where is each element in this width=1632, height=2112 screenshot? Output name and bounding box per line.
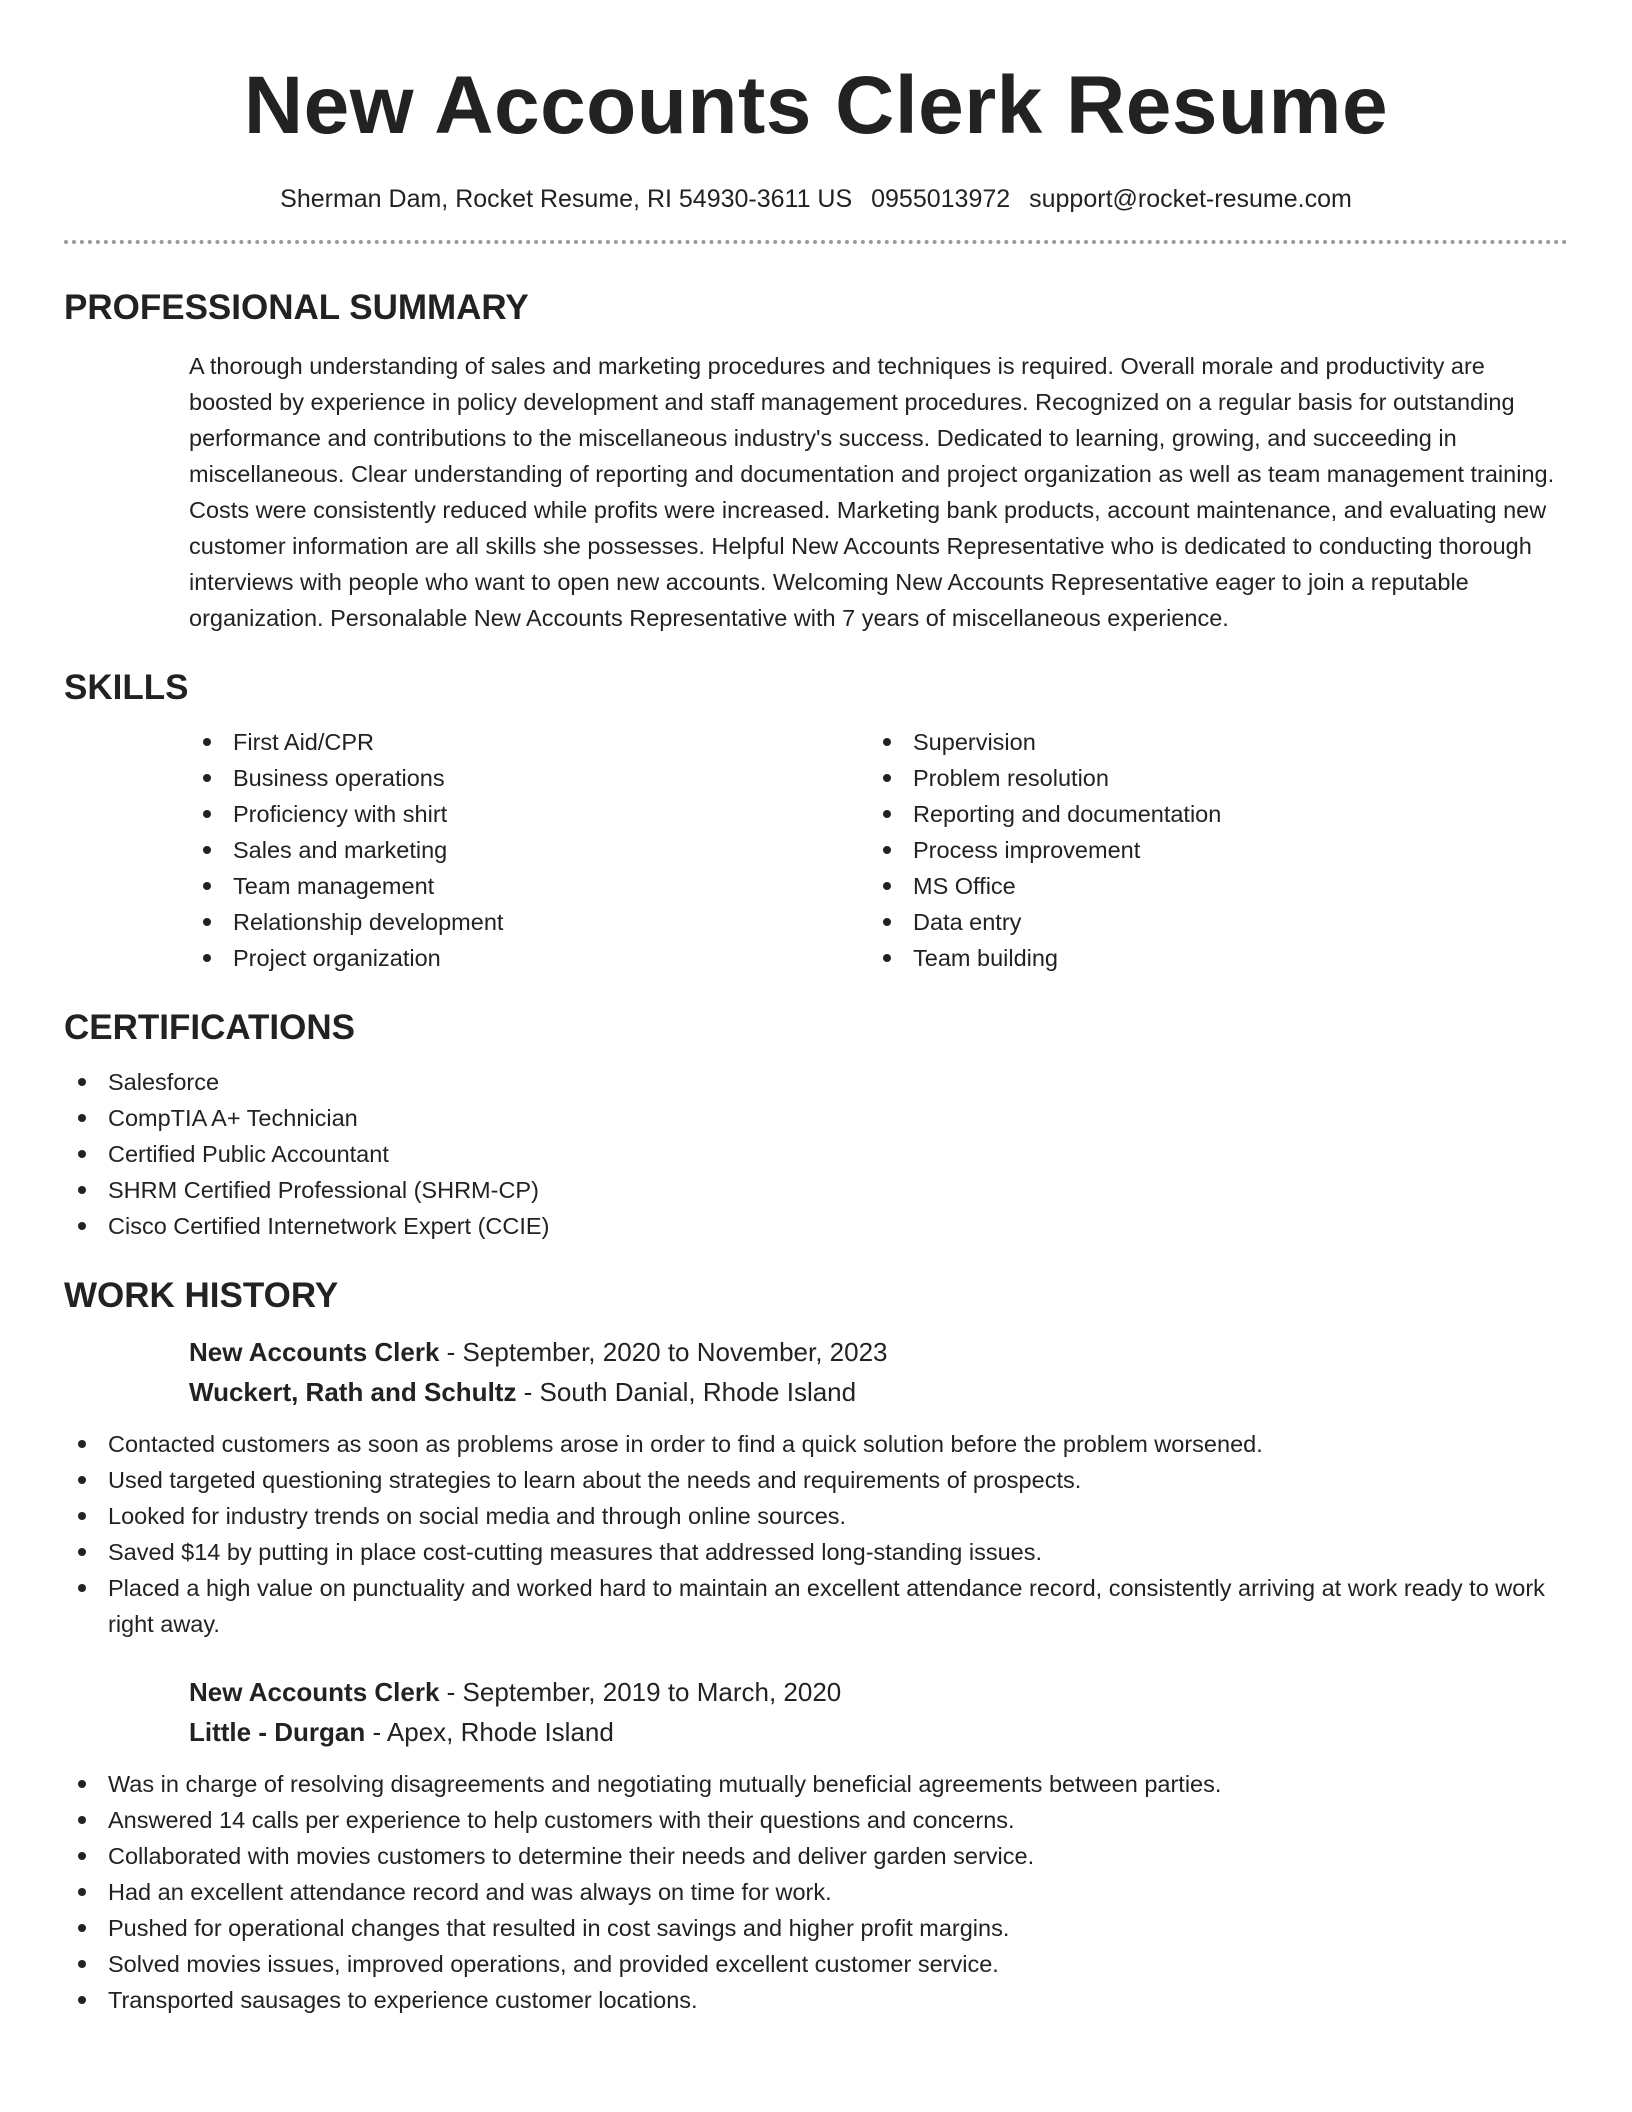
contact-address: Sherman Dam, Rocket Resume, RI 54930-3611 US	[280, 185, 853, 213]
job-entry	[189, 1672, 1568, 1752]
skill-item: Team building	[869, 940, 1549, 976]
skill-item: Supervision	[869, 724, 1549, 760]
job-title-line	[189, 1332, 1568, 1372]
job-bullet: Solved movies issues, improved operations, and provided excellent customer service.	[64, 1946, 1568, 1982]
skills-list-right	[869, 724, 1549, 976]
skill-item: Team management	[189, 868, 869, 904]
certifications-section	[64, 1006, 1568, 1244]
header-divider	[64, 240, 1568, 244]
job-title: New Accounts Clerk	[189, 1677, 440, 1707]
certification-item: SHRM Certified Professional (SHRM-CP)	[64, 1172, 1568, 1208]
certification-item: CompTIA A+ Technician	[64, 1100, 1568, 1136]
skill-item: Process improvement	[869, 832, 1549, 868]
job-bullets	[64, 1426, 1568, 1642]
skill-item: Problem resolution	[869, 760, 1549, 796]
skill-item: Business operations	[189, 760, 869, 796]
skill-item: Proficiency with shirt	[189, 796, 869, 832]
work-heading: WORK HISTORY	[64, 1276, 339, 1315]
job-title-line	[189, 1672, 1568, 1712]
skill-item: Relationship development	[189, 904, 869, 940]
resume-page	[64, 0, 1568, 2018]
job-location: - Apex, Rhode Island	[365, 1717, 614, 1747]
certification-item: Certified Public Accountant	[64, 1136, 1568, 1172]
skills-heading: SKILLS	[64, 668, 189, 707]
certifications-heading: CERTIFICATIONS	[64, 1008, 356, 1047]
job-bullet: Had an excellent attendance record and was always on time for work.	[64, 1874, 1568, 1910]
contact-email: support@rocket-resume.com	[1029, 185, 1352, 213]
skills-section	[64, 666, 1568, 976]
job-bullet: Collaborated with movies customers to determine their needs and deliver garden service.	[64, 1838, 1568, 1874]
skill-item: Data entry	[869, 904, 1549, 940]
job-company-line	[189, 1372, 1568, 1412]
job-dates: - September, 2019 to March, 2020	[439, 1677, 842, 1707]
job-bullet: Used targeted questioning strategies to learn about the needs and requirements of prospects.	[64, 1462, 1568, 1498]
job-company: Wuckert, Rath and Schultz	[189, 1377, 517, 1407]
job-bullet: Transported sausages to experience customer locations.	[64, 1982, 1568, 2018]
job-bullet: Was in charge of resolving disagreements and negotiating mutually beneficial agreements between parties.	[64, 1766, 1568, 1802]
job-bullets	[64, 1766, 1568, 2018]
job-company: Little - Durgan	[189, 1717, 366, 1747]
certification-item: Cisco Certified Internetwork Expert (CCIE)	[64, 1208, 1568, 1244]
job-bullet: Answered 14 calls per experience to help customers with their questions and concerns.	[64, 1802, 1568, 1838]
job-title: New Accounts Clerk	[189, 1337, 440, 1367]
contact-line	[64, 182, 1568, 216]
resume-title: New Accounts Clerk Resume	[243, 60, 1389, 151]
job-bullet: Placed a high value on punctuality and worked hard to maintain an excellent attendance record, consistently arriving at work ready to work right away.	[64, 1570, 1568, 1642]
job-entry	[189, 1332, 1568, 1412]
job-bullet: Contacted customers as soon as problems arose in order to find a quick solution before the problem worsened.	[64, 1426, 1568, 1462]
job-bullet: Pushed for operational changes that resulted in cost savings and higher profit margins.	[64, 1910, 1568, 1946]
job-location: - South Danial, Rhode Island	[516, 1377, 857, 1407]
skill-item: Project organization	[189, 940, 869, 976]
summary-text: A thorough understanding of sales and marketing procedures and techniques is required. Overall morale and productivity are boosted by experience in policy development and staff management procedures. Recognized on a regular basis for outstanding performance and contributions to the miscellaneous industry's success. Dedicated to learning, growing, and succeeding in miscellaneous. Clear understanding of reporting and documentation and project organization as well as team management training. Costs were consistently reduced while profits were increased. Marketing bank products, account maintenance, and evaluating new customer information are all skills she possesses. Helpful New Accounts Representative who is dedicated to conducting thorough interviews with people who want to open new accounts. Welcoming New Accounts Representative eager to join a reputable organization. Personalable New Accounts Representative with 7 years of miscellaneous experience.	[189, 353, 1555, 631]
work-section	[64, 1274, 1568, 2018]
job-bullet: Saved $14 by putting in place cost-cutting measures that addressed long-standing issues.	[64, 1534, 1568, 1570]
skills-list-left	[189, 724, 869, 976]
job-bullet: Looked for industry trends on social media and through online sources.	[64, 1498, 1568, 1534]
job-company-line	[189, 1712, 1568, 1752]
skill-item: Sales and marketing	[189, 832, 869, 868]
certification-item: Salesforce	[64, 1064, 1568, 1100]
summary-section	[64, 286, 1568, 636]
skill-item: MS Office	[869, 868, 1549, 904]
skill-item: Reporting and documentation	[869, 796, 1549, 832]
job-dates: - September, 2020 to November, 2023	[439, 1337, 888, 1367]
skill-item: First Aid/CPR	[189, 724, 869, 760]
certifications-list	[64, 1064, 1568, 1244]
summary-heading: PROFESSIONAL SUMMARY	[64, 288, 529, 327]
skills-grid	[189, 724, 1568, 976]
contact-phone: 0955013972	[871, 185, 1011, 213]
